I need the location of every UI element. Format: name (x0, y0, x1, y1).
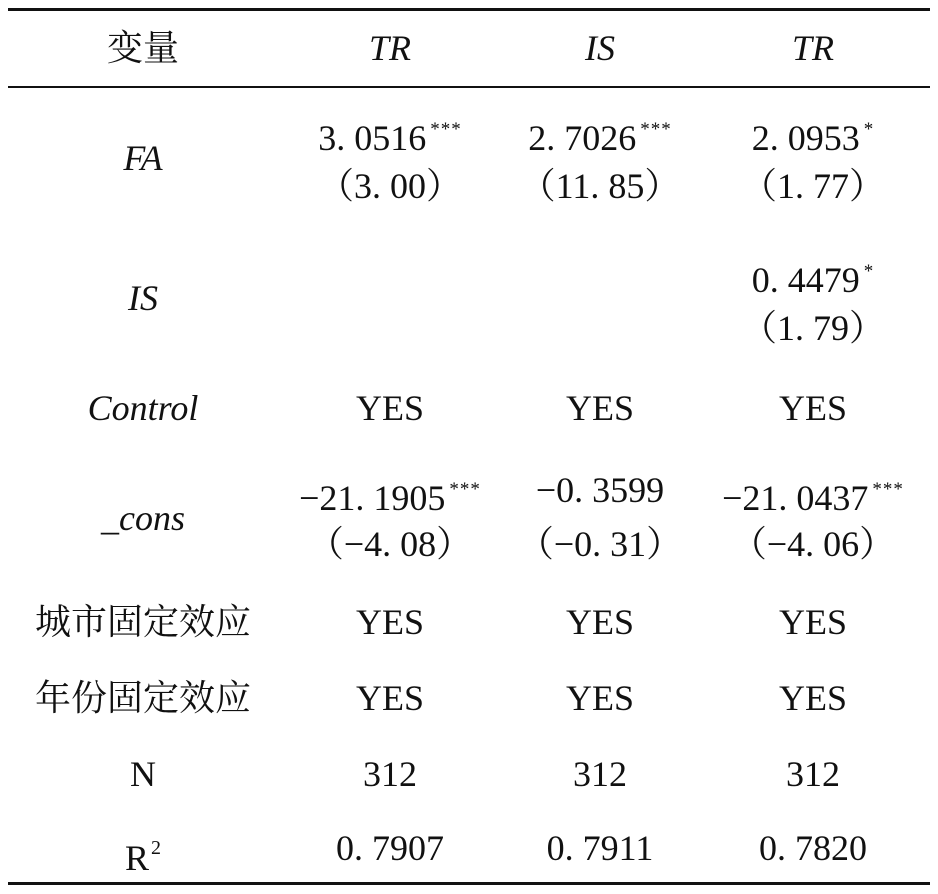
row-label-control: Control (87, 388, 199, 428)
city-fe-col-2: YES (565, 602, 634, 642)
n-col-3: 312 (786, 754, 840, 794)
row-label-r2: R $^2$ (124, 837, 161, 878)
control-col-1: YES (355, 388, 424, 428)
is-tstat-col-3: （1. 79） (740, 308, 885, 348)
row-label-cons: _cons (101, 498, 185, 538)
fa-coef-col-1: 3. 0516 *** (318, 118, 462, 158)
significance-stars: *** (430, 119, 462, 140)
fa-coef-col-2: 2. 7026 *** (528, 118, 672, 158)
cons-tstat-col-1: （−4. 08） (307, 524, 473, 564)
control-col-2: YES (565, 388, 634, 428)
significance-stars: * (863, 119, 875, 140)
fa-coef-col-3: 2. 0953 * (751, 118, 875, 158)
cons-coef-col-2: −0. 3599 (535, 470, 665, 510)
r2-superscript: 2 (151, 837, 161, 859)
header-rule (8, 86, 930, 88)
header-col-1: TR (368, 28, 411, 68)
n-col-2: 312 (573, 754, 627, 794)
cons-tstat-col-3: （−4. 06） (730, 524, 896, 564)
fa-tstat-col-3: （1. 77） (740, 166, 885, 206)
r2-col-1: 0. 7907 (336, 828, 444, 868)
r2-col-2: 0. 7911 (546, 828, 654, 868)
fa-tstat-col-2: （11. 85） (519, 166, 681, 206)
year-fe-col-1: YES (355, 678, 424, 718)
row-label-is: IS (128, 278, 158, 318)
cons-coef-col-3: −21. 0437 *** (722, 478, 904, 518)
r2-col-3: 0. 7820 (759, 828, 867, 868)
city-fe-col-1: YES (355, 602, 424, 642)
fa-tstat-col-1: （3. 00） (317, 166, 462, 206)
row-label-n: N (130, 754, 156, 794)
is-coef-col-3: 0. 4479 * (751, 260, 875, 300)
row-label-city-fe: 城市固定效应 (34, 602, 251, 642)
header-col-3: TR (791, 28, 834, 68)
row-label-fa: FA (123, 138, 163, 178)
header-variable: 变量 (106, 28, 179, 68)
bottom-rule (8, 882, 930, 885)
significance-stars: * (863, 261, 875, 282)
top-rule (8, 8, 930, 11)
cons-tstat-col-2: （−0. 31） (517, 524, 683, 564)
cons-coef-col-1: −21. 1905 *** (299, 478, 481, 518)
year-fe-col-2: YES (565, 678, 634, 718)
header-col-2: IS (585, 28, 615, 68)
significance-stars: *** (872, 479, 904, 500)
city-fe-col-3: YES (778, 602, 847, 642)
significance-stars: *** (449, 479, 481, 500)
significance-stars: *** (640, 119, 672, 140)
n-col-1: 312 (363, 754, 417, 794)
year-fe-col-3: YES (778, 678, 847, 718)
control-col-3: YES (778, 388, 847, 428)
row-label-year-fe: 年份固定效应 (34, 678, 251, 718)
